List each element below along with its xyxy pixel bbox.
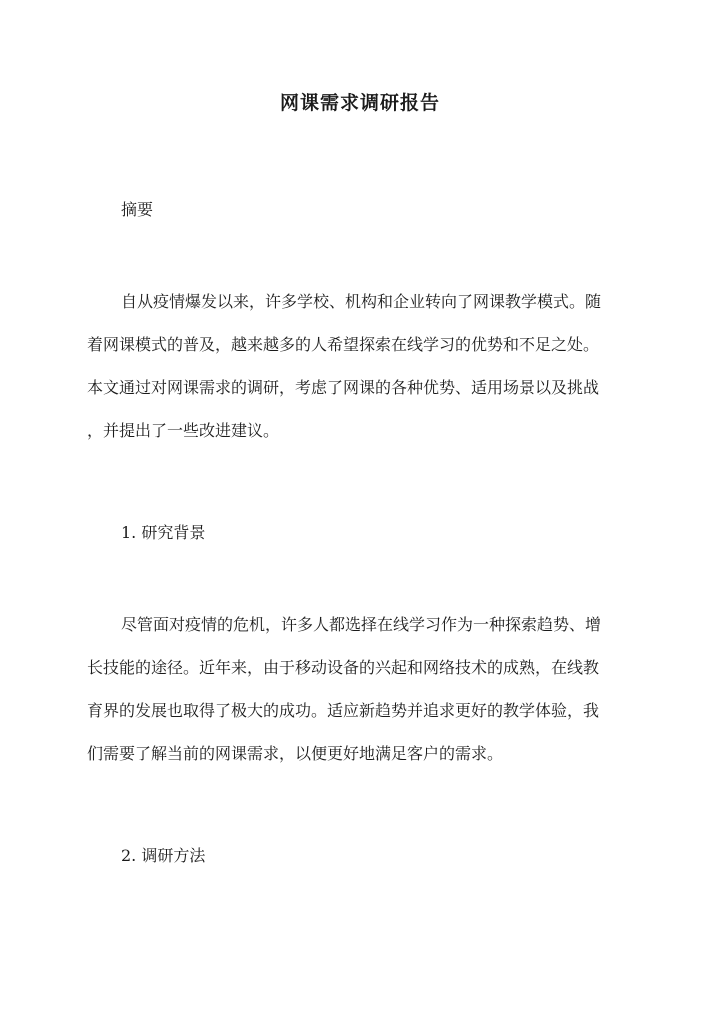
abstract-paragraph bbox=[87, 280, 633, 452]
paragraph-line: 们需要了解当前的网课需求，以便更好地满足客户的需求。 bbox=[87, 744, 504, 763]
section-heading-method: 2. 调研方法 bbox=[121, 846, 206, 865]
paragraph-line: 长技能的途径。近年来，由于移动设备的兴起和网络技术的成熟，在线教 bbox=[87, 658, 600, 677]
paragraph-line: ，并提出了一些改进建议。 bbox=[87, 421, 280, 440]
paragraph-line: 育界的发展也取得了极大的成功。适应新趋势并追求更好的教学体验，我 bbox=[87, 701, 600, 720]
background-paragraph bbox=[87, 603, 633, 775]
section-heading-background: 1. 研究背景 bbox=[121, 523, 206, 542]
section-heading-abstract: 摘要 bbox=[121, 200, 154, 219]
document-title: 网课需求调研报告 bbox=[279, 92, 440, 114]
paragraph-line: 自从疫情爆发以来，许多学校、机构和企业转向了网课教学模式。随 bbox=[121, 292, 602, 311]
paragraph-line: 尽管面对疫情的危机，许多人都选择在线学习作为一种探索趋势、增 bbox=[121, 615, 602, 634]
paragraph-line: 着网课模式的普及，越来越多的人希望探索在线学习的优势和不足之处。 bbox=[87, 335, 600, 354]
paragraph-line: 本文通过对网课需求的调研，考虑了网课的各种优势、适用场景以及挑战 bbox=[87, 378, 600, 397]
